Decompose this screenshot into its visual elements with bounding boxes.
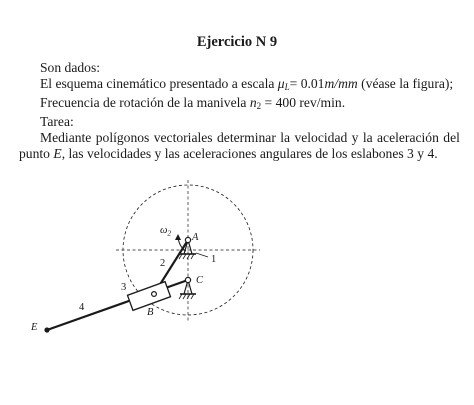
- task-word: la: [280, 130, 291, 145]
- task-label: Tarea:: [40, 114, 74, 129]
- frequency-symbol-n: n: [249, 95, 257, 110]
- joint-a: [185, 237, 190, 242]
- scale-unit: m/mm: [324, 76, 358, 91]
- label-e: E: [31, 322, 38, 333]
- task-line2-pre: punto: [19, 146, 54, 161]
- scale-symbol-sub: L: [284, 82, 290, 92]
- label-2: 2: [160, 258, 166, 269]
- frequency-text-pre: Frecuencia de rotación de la manivela: [40, 95, 250, 110]
- label-b: B: [147, 307, 154, 318]
- frequency-value: = 400 rev/min.: [261, 95, 346, 110]
- task-line2-post: , las velocidades y las aceleraciones angulares de los eslabones 3 y 4.: [61, 146, 438, 161]
- scale-value: = 0.01: [289, 76, 325, 91]
- task-word: velocidad: [294, 130, 348, 145]
- point-e: [44, 327, 49, 332]
- joint-b: [152, 292, 157, 297]
- given-label: Son dados:: [40, 60, 101, 75]
- task-point-e: E: [53, 146, 62, 161]
- task-word: y: [351, 130, 359, 145]
- joint-c: [185, 277, 190, 282]
- task-word: la: [362, 130, 373, 145]
- omega-arrowhead-icon: [175, 234, 181, 240]
- task-word: determinar: [216, 130, 276, 145]
- exercise-title: Ejercicio N 9: [196, 34, 278, 50]
- task-word: vectoriales: [153, 130, 213, 145]
- task-word: aceleración: [377, 130, 439, 145]
- omega-label: $\omega_2$: [160, 225, 172, 238]
- label-a: A: [192, 232, 199, 243]
- scale-symbol-mu: μ: [277, 76, 285, 91]
- task-word: del: [443, 130, 460, 145]
- frequency-symbol-sub: 2: [256, 101, 262, 111]
- label-c: C: [196, 275, 204, 286]
- task-word: polígonos: [95, 130, 150, 145]
- scale-text-post: (véase la figura);: [357, 76, 454, 91]
- label-1: 1: [211, 254, 217, 265]
- label-4: 4: [79, 302, 85, 313]
- scale-text-pre: El esquema cinemático presentado a escala: [40, 76, 278, 91]
- task-word: Mediante: [40, 130, 92, 145]
- label-3: 3: [121, 282, 127, 293]
